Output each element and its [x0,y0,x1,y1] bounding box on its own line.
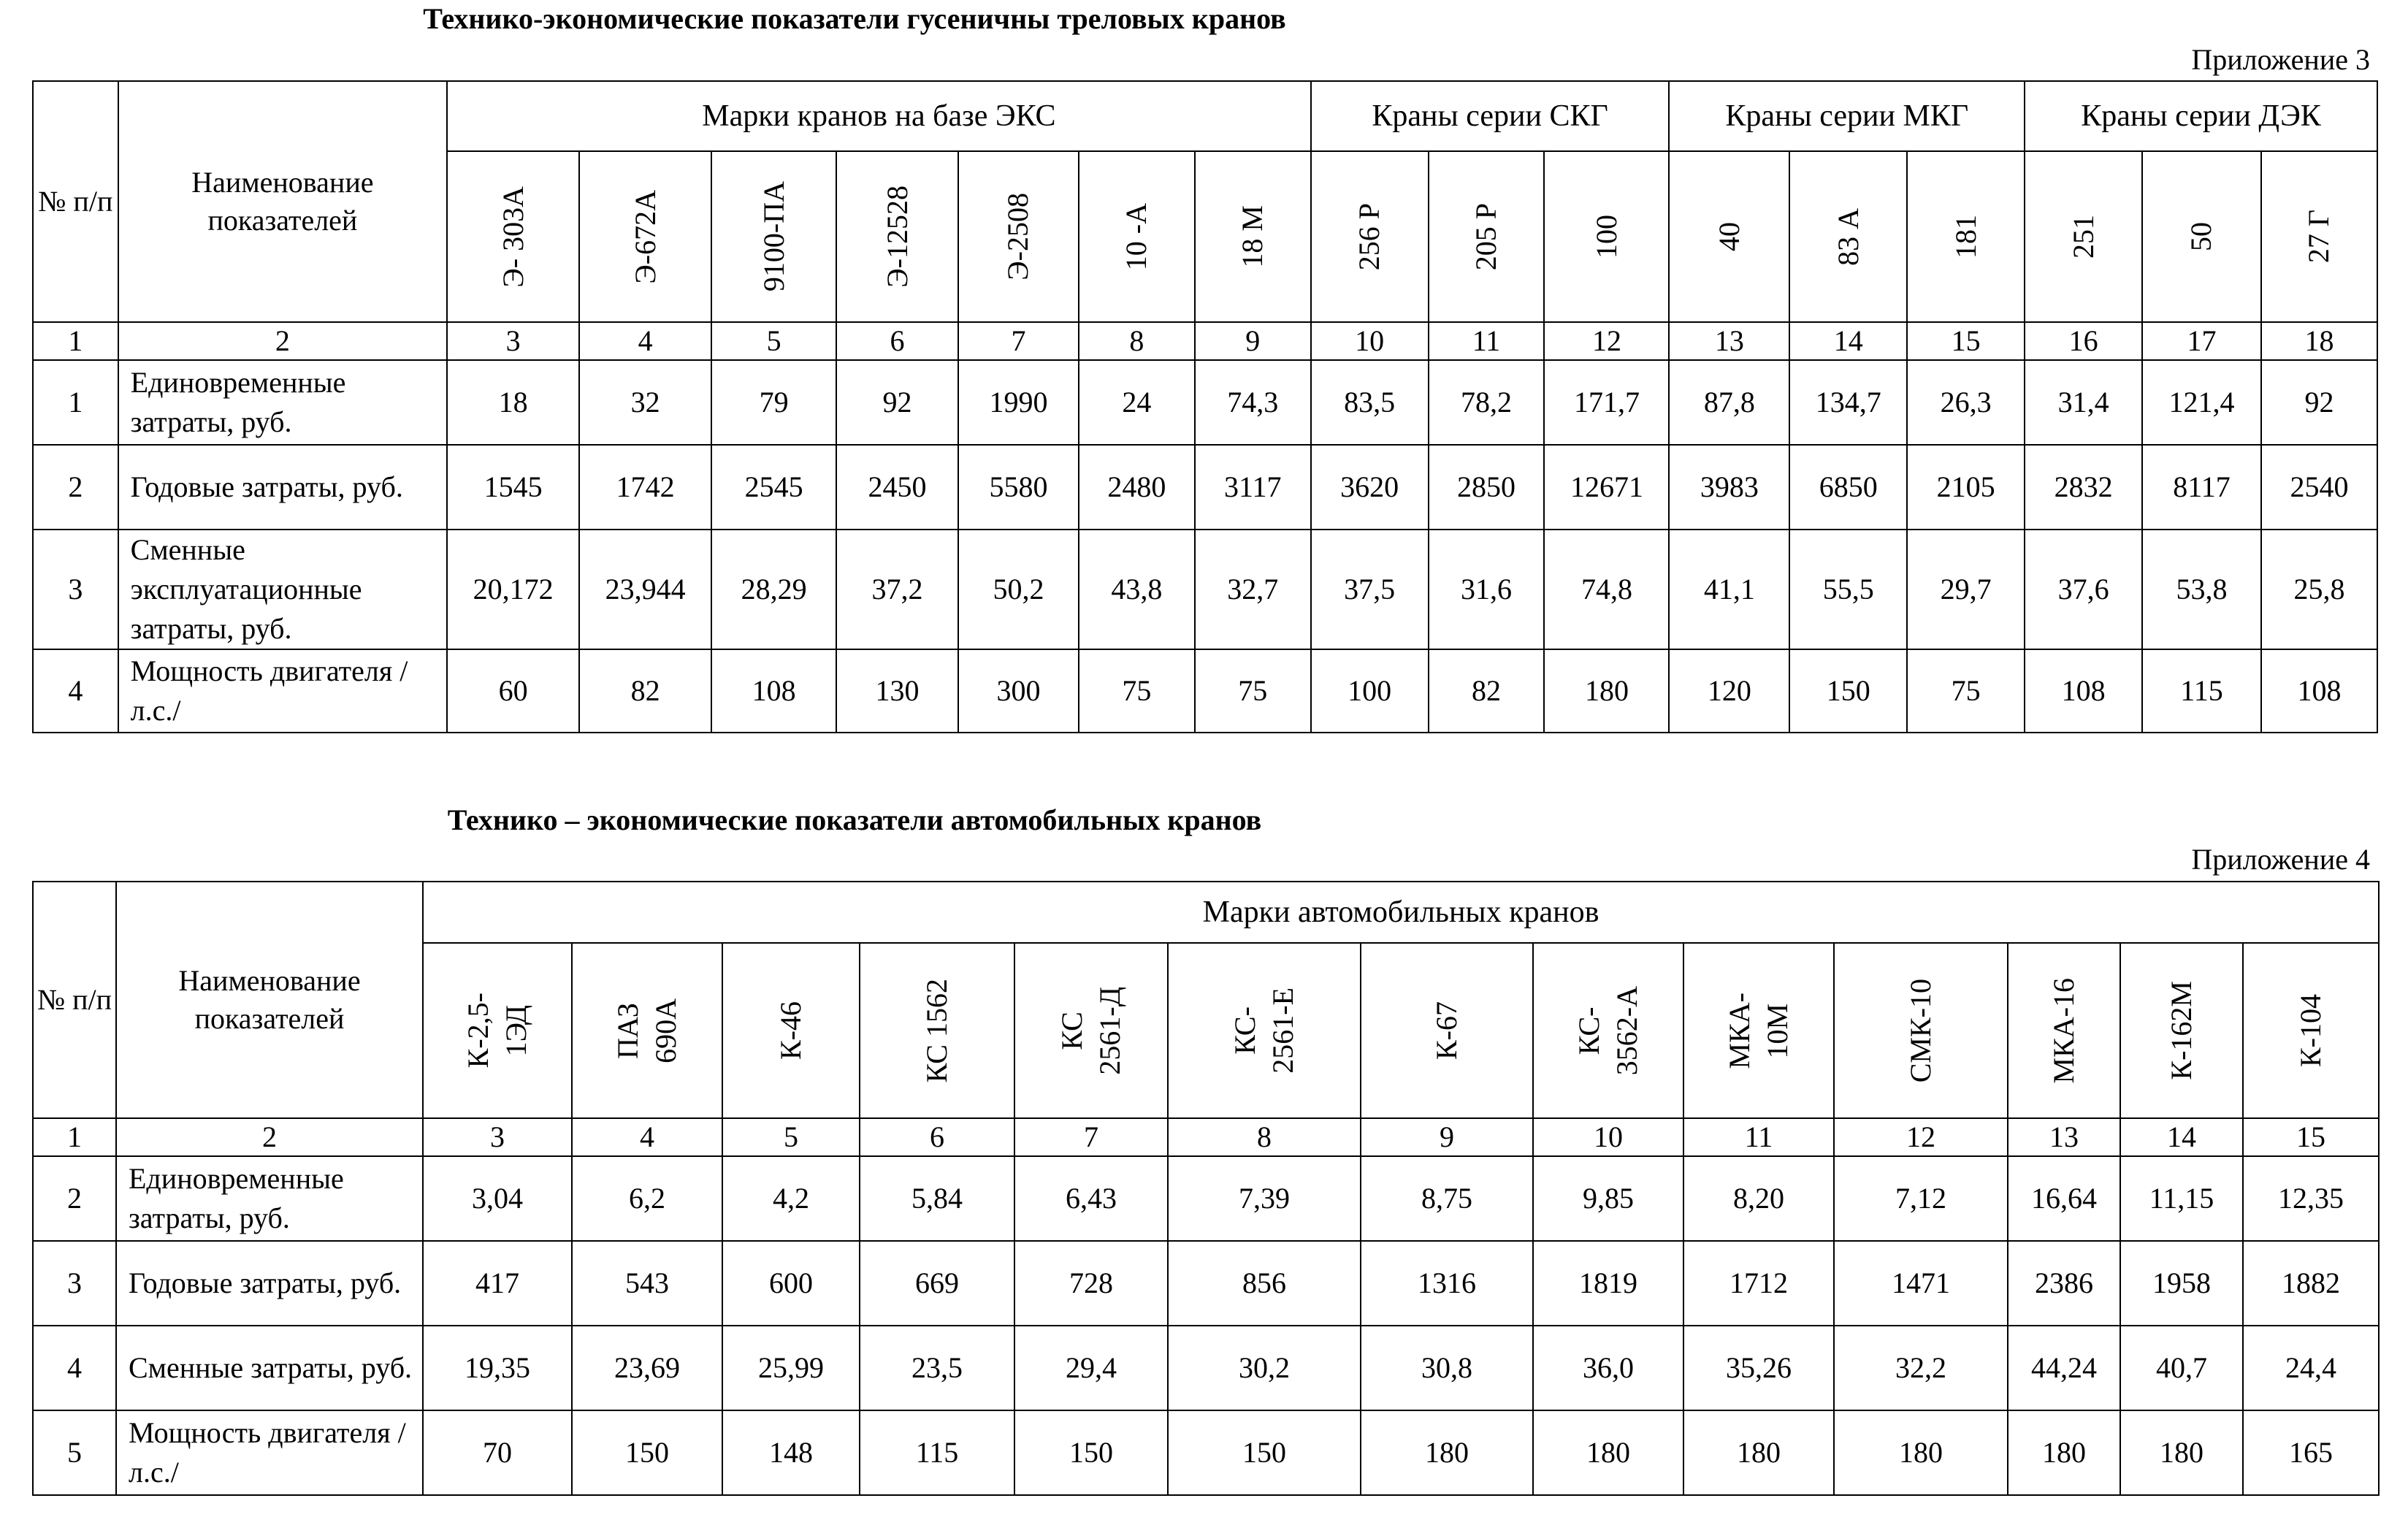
table1-value-cell: 115 [2142,649,2261,733]
table2-value-cell: 29,4 [1014,1326,1168,1410]
table1-row-name: Годовые затраты, руб. [118,445,448,530]
table2-value-cell: 180 [1834,1410,2008,1495]
table1-group-dek: Краны серии ДЭК [2025,81,2377,151]
table1-value-cell: 74,3 [1195,360,1311,445]
table1-crane-label: 50 [2185,222,2218,251]
table2-row-name: Единовременные затраты, руб. [116,1156,423,1241]
table1-column-number: 5 [711,322,836,360]
table1-value-cell: 1545 [447,445,579,530]
table1-crane-header [1429,151,1545,322]
table2-crane-header [1834,943,2008,1118]
table2-value-cell: 7,12 [1834,1156,2008,1241]
table1-value-cell: 26,3 [1907,360,2025,445]
table2-crane-header [1168,943,1361,1118]
table2-name-header: Наименование показателей [116,882,423,1118]
table1-value-cell: 8117 [2142,445,2261,530]
table2-column-number: 6 [860,1118,1014,1156]
table2-group-auto: Марки автомобильных кранов [423,882,2379,943]
table2-value-cell: 1471 [1834,1241,2008,1326]
table2-title: Технико – экономические показатели автомобильных кранов [447,803,1262,836]
table2-crane-label: К-2,5- 1ЭД [462,993,532,1069]
table1-value-cell: 82 [1429,649,1545,733]
table2-column-number: 15 [2243,1118,2379,1156]
table2-value-cell: 6,2 [572,1156,722,1241]
table1-value-cell: 2105 [1907,445,2025,530]
table1-row-name: Единовременные затраты, руб. [118,360,448,445]
table1-column-number: 9 [1195,322,1311,360]
table1-value-cell: 53,8 [2142,530,2261,649]
table1-value-cell: 2850 [1429,445,1545,530]
table2-row-number: 5 [33,1410,116,1495]
table1-crane-label: Э-2508 [1001,193,1035,280]
table2-value-cell: 1882 [2243,1241,2379,1326]
table2-column-number: 4 [572,1118,722,1156]
table2-column-number: 13 [2008,1118,2120,1156]
table1-row-number: 2 [33,445,118,530]
table1-crane-label: 181 [1949,215,1982,259]
table1-value-cell: 31,6 [1429,530,1545,649]
table1-row-number: 3 [33,530,118,649]
table2-column-number: 9 [1361,1118,1533,1156]
table1-value-cell: 32 [579,360,711,445]
table2-value-cell: 16,64 [2008,1156,2120,1241]
table2-value-cell: 1316 [1361,1241,1533,1326]
table2-value-cell: 8,20 [1683,1156,1834,1241]
table2-column-number: 11 [1683,1118,1834,1156]
table1-column-number: 6 [836,322,958,360]
table1-value-cell: 82 [579,649,711,733]
table1-crane-label: 10 -А [1120,202,1153,271]
table2-value-cell: 4,2 [722,1156,860,1241]
table1-crane-header [958,151,1079,322]
table1-title: Технико-экономические показатели гусеничны треловых кранов [423,2,1286,35]
table1-value-cell: 50,2 [958,530,1079,649]
table1-crane-header [2261,151,2377,322]
table1-crane-header [711,151,836,322]
table2 [32,881,2380,1496]
table1-value-cell: 108 [2261,649,2377,733]
table2-value-cell: 180 [1533,1410,1683,1495]
table2-value-cell: 30,8 [1361,1326,1533,1410]
table2-crane-header [860,943,1014,1118]
table2-row-number: 2 [33,1156,116,1241]
table1-crane-label: 18 М [1236,205,1269,268]
table1-crane-label: 100 [1589,215,1623,259]
table1-value-cell: 28,29 [711,530,836,649]
table2-table-row [33,1156,2379,1241]
table2-crane-label: К-162М [2165,981,2198,1080]
table2-column-number: 2 [116,1118,423,1156]
table2-value-cell: 30,2 [1168,1326,1361,1410]
table1-group-skg: Краны серии СКГ [1311,81,1670,151]
table2-row-number: 3 [33,1241,116,1326]
table2-table-row [33,1410,2379,1495]
table1-table-row [33,649,2377,733]
table1-value-cell: 100 [1311,649,1429,733]
table2-table-row [33,1326,2379,1410]
table1-value-cell: 75 [1907,649,2025,733]
table1-value-cell: 23,944 [579,530,711,649]
table2-row-name: Сменные затраты, руб. [116,1326,423,1410]
table1-column-number: 15 [1907,322,2025,360]
table1-crane-header [1789,151,1907,322]
table1-value-cell: 1742 [579,445,711,530]
table2-crane-header [572,943,722,1118]
table2-crane-label: МКА- 10М [1723,992,1794,1069]
table1-value-cell: 32,7 [1195,530,1311,649]
table2-crane-label: СМК-10 [1904,978,1937,1083]
table1 [32,80,2378,733]
table1-column-number: 11 [1429,322,1545,360]
table2-value-cell: 70 [423,1410,572,1495]
table1-crane-label: Э- 303А [496,186,530,288]
table1-value-cell: 75 [1195,649,1311,733]
table2-value-cell: 24,4 [2243,1326,2379,1410]
table2-column-number: 10 [1533,1118,1683,1156]
table1-row-name: Мощность двигателя /л.с./ [118,649,448,733]
table2-crane-label: К-46 [774,1001,807,1060]
table1-crane-header [579,151,711,322]
table1-crane-header [1669,151,1789,322]
table1-value-cell: 150 [1789,649,1907,733]
table2-column-number: 7 [1014,1118,1168,1156]
table1-column-number: 17 [2142,322,2261,360]
table1-column-number: 4 [579,322,711,360]
table2-value-cell: 3,04 [423,1156,572,1241]
table2-column-number: 3 [423,1118,572,1156]
table1-appendix: Приложение 3 [2191,43,2370,76]
table2-value-cell: 7,39 [1168,1156,1361,1241]
table1-value-cell: 6850 [1789,445,1907,530]
table2-value-cell: 11,15 [2120,1156,2243,1241]
table2-crane-label: МКА-16 [2047,977,2080,1084]
table1-value-cell: 60 [447,649,579,733]
table2-row-name: Годовые затраты, руб. [116,1241,423,1326]
table1-crane-header [2025,151,2142,322]
table1-value-cell: 29,7 [1907,530,2025,649]
table2-value-cell: 180 [1361,1410,1533,1495]
table1-value-cell: 92 [836,360,958,445]
table2-crane-header [1533,943,1683,1118]
table1-value-cell: 2832 [2025,445,2142,530]
table1-table-row [33,445,2377,530]
table1-value-cell: 121,4 [2142,360,2261,445]
table1-value-cell: 20,172 [447,530,579,649]
table2-crane-header [2120,943,2243,1118]
table2-value-cell: 150 [1014,1410,1168,1495]
table1-value-cell: 31,4 [2025,360,2142,445]
table1-row-number: 1 [33,360,118,445]
table2-value-cell: 36,0 [1533,1326,1683,1410]
table2-column-number: 5 [722,1118,860,1156]
table2-value-cell: 150 [1168,1410,1361,1495]
table2-crane-label: КС- 2561-Е [1228,987,1299,1074]
table2-value-cell: 180 [1683,1410,1834,1495]
table2-value-cell: 180 [2120,1410,2243,1495]
table1-crane-label: 256 Р [1353,202,1386,271]
table2-value-cell: 44,24 [2008,1326,2120,1410]
table1-value-cell: 5580 [958,445,1079,530]
table2-crane-header [1683,943,1834,1118]
table2-appendix: Приложение 4 [2191,843,2370,876]
table1-crane-header [836,151,958,322]
table2-value-cell: 600 [722,1241,860,1326]
table1-value-cell: 3117 [1195,445,1311,530]
table1-value-cell: 108 [2025,649,2142,733]
table2-crane-label: КС 2561-Д [1055,986,1126,1075]
table1-crane-header [1079,151,1195,322]
table1-column-number: 8 [1079,322,1195,360]
table1-value-cell: 3620 [1311,445,1429,530]
table2-value-cell: 417 [423,1241,572,1326]
table2-value-cell: 35,26 [1683,1326,1834,1410]
table1-value-cell: 41,1 [1669,530,1789,649]
table2-row-name: Мощность двигателя /л.с./ [116,1410,423,1495]
table2-crane-header [2243,943,2379,1118]
table2-value-cell: 9,85 [1533,1156,1683,1241]
table2-crane-label: КС 1562 [920,978,953,1083]
table2-value-cell: 2386 [2008,1241,2120,1326]
table1-num-header: № п/п [33,81,118,322]
table2-value-cell: 19,35 [423,1326,572,1410]
table1-column-number: 2 [118,322,448,360]
table2-value-cell: 32,2 [1834,1326,2008,1410]
table1-value-cell: 2540 [2261,445,2377,530]
table1-value-cell: 2545 [711,445,836,530]
table1-value-cell: 25,8 [2261,530,2377,649]
table2-value-cell: 856 [1168,1241,1361,1326]
table2-crane-label: К-67 [1430,1001,1463,1060]
table1-column-number: 7 [958,322,1079,360]
table1-value-cell: 74,8 [1544,530,1669,649]
table2-value-cell: 165 [2243,1410,2379,1495]
table2-value-cell: 23,5 [860,1326,1014,1410]
table1-value-cell: 55,5 [1789,530,1907,649]
table1-value-cell: 300 [958,649,1079,733]
table1-table-row [33,360,2377,445]
table2-crane-header [2008,943,2120,1118]
table1-group-eks: Марки кранов на базе ЭКС [447,81,1311,151]
table2-value-cell: 115 [860,1410,1014,1495]
table1-crane-label: 40 [1712,222,1746,251]
table2-num-header: № п/п [33,882,116,1118]
table1-value-cell: 92 [2261,360,2377,445]
table2-value-cell: 1712 [1683,1241,1834,1326]
table1-row-number: 4 [33,649,118,733]
table2-value-cell: 150 [572,1410,722,1495]
table1-crane-label: 251 [2066,215,2100,259]
table1-column-number: 18 [2261,322,2377,360]
table1-value-cell: 37,2 [836,530,958,649]
table2-value-cell: 40,7 [2120,1326,2243,1410]
table2-value-cell: 1958 [2120,1241,2243,1326]
table1-value-cell: 87,8 [1669,360,1789,445]
table1-crane-label: 27 Г [2302,210,2336,264]
table2-column-number: 14 [2120,1118,2243,1156]
table1-crane-header [447,151,579,322]
table1-crane-label: 205 Р [1469,202,1503,271]
table1-value-cell: 2480 [1079,445,1195,530]
table2-crane-header [423,943,572,1118]
table1-value-cell: 130 [836,649,958,733]
table1-value-cell: 134,7 [1789,360,1907,445]
table1-value-cell: 75 [1079,649,1195,733]
table2-value-cell: 23,69 [572,1326,722,1410]
table1-value-cell: 24 [1079,360,1195,445]
table1-column-number: 3 [447,322,579,360]
table1-value-cell: 171,7 [1544,360,1669,445]
table2-crane-label: К-104 [2294,994,2328,1067]
table1-table-row [33,530,2377,649]
table2-crane-header [1014,943,1168,1118]
table1-value-cell: 43,8 [1079,530,1195,649]
table1-crane-header [2142,151,2261,322]
table2-value-cell: 728 [1014,1241,1168,1326]
table1-value-cell: 3983 [1669,445,1789,530]
table1-value-cell: 12671 [1544,445,1669,530]
table2-crane-header [722,943,860,1118]
table1-crane-label: 9100-ПА [757,181,790,292]
table1-crane-header [1195,151,1311,322]
table2-column-number: 12 [1834,1118,2008,1156]
table1-value-cell: 83,5 [1311,360,1429,445]
table2-value-cell: 12,35 [2243,1156,2379,1241]
table1-value-cell: 108 [711,649,836,733]
table2-value-cell: 543 [572,1241,722,1326]
table1-value-cell: 79 [711,360,836,445]
table2-value-cell: 5,84 [860,1156,1014,1241]
table1-column-number: 1 [33,322,118,360]
table2-column-number: 8 [1168,1118,1361,1156]
table2-value-cell: 8,75 [1361,1156,1533,1241]
table1-value-cell: 180 [1544,649,1669,733]
table1-value-cell: 2450 [836,445,958,530]
table1-row-name: Сменные эксплуатационные затраты, руб. [118,530,448,649]
table1-column-number: 10 [1311,322,1429,360]
table1-name-header: Наименование показателей [118,81,448,322]
table2-value-cell: 25,99 [722,1326,860,1410]
table1-value-cell: 37,6 [2025,530,2142,649]
table1-crane-label: Э-672А [628,189,662,284]
table1-value-cell: 37,5 [1311,530,1429,649]
table2-value-cell: 6,43 [1014,1156,1168,1241]
table1-column-number: 13 [1669,322,1789,360]
table1-value-cell: 78,2 [1429,360,1545,445]
table1-value-cell: 18 [447,360,579,445]
table1-crane-label: 83 А [1831,207,1865,266]
table1-value-cell: 1990 [958,360,1079,445]
table2-table-row [33,1241,2379,1326]
table1-group-mkg: Краны серии МКГ [1669,81,2025,151]
table1-column-number: 14 [1789,322,1907,360]
table1-column-number: 12 [1544,322,1669,360]
table2-crane-label: ПАЗ 690А [611,998,682,1063]
table1-column-number: 16 [2025,322,2142,360]
table2-value-cell: 1819 [1533,1241,1683,1326]
table2-value-cell: 148 [722,1410,860,1495]
table1-crane-label: Э-12528 [880,186,914,288]
table2-crane-header [1361,943,1533,1118]
table1-crane-header [1907,151,2025,322]
table1-value-cell: 120 [1669,649,1789,733]
table2-crane-label: КС- 3562-А [1572,985,1643,1076]
table2-row-number: 4 [33,1326,116,1410]
table2-column-number: 1 [33,1118,116,1156]
table1-crane-header [1544,151,1669,322]
table1-crane-header [1311,151,1429,322]
table2-value-cell: 180 [2008,1410,2120,1495]
table2-value-cell: 669 [860,1241,1014,1326]
